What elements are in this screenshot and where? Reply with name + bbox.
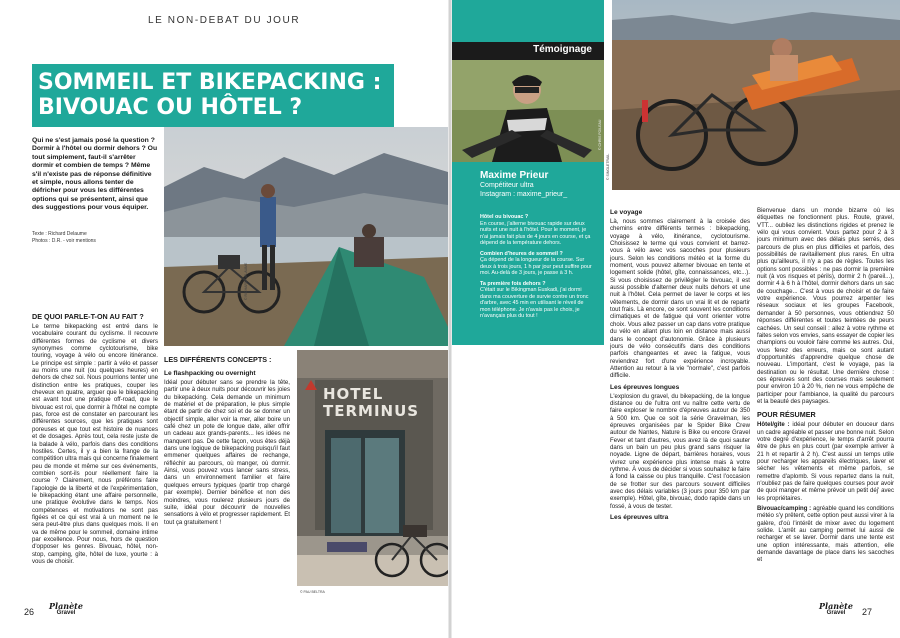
logo-right-line2: Gravel <box>826 610 846 616</box>
hotel-sign: HOTEL TERMINUS <box>323 385 420 420</box>
body-le-voyage: Là, nous sommes clairement à la croisée des chemins entre différents termes : bikepacking, voyage à vélo, itinérance, cyclotourisme. Choisissez le terme qui vous convient et barrez-vous à vélo avec vos sacoches pour plusieurs jours. Selon les conditions météo et la forme du moment, vous pouvez alterner bivouac en tente et logement solide (hôtel, gîte, connaissances, etc...). Si vous choisissez de privilégier le bivouac, il est aussi possible d'alterner deux nuits dehors et une nuit à l'hôtel. Cela permet de laver le corps et les vêtements, de dormir dans un vrai lit et de repartir tout frais. Là encore, ce sont souvent les conditions climatiques et de fatigue qui vont orienter votre choix. Vous allez passer un cap dans votre pratique du vélo en allant plus loin en distance mais aussi dans le concept d'autonomie. Grâce à plusieurs jours de vélo consécutifs dans des conditions parfois changeantes et avec la fatigue, vous reviendrez fort d'une expérience incroyable. Attention au retour à la vie "normale", c'est parfois difficile. <box>610 218 750 380</box>
photo-hotel-terminus <box>297 350 448 586</box>
logo-right-line1: Planète <box>819 602 853 611</box>
byline-photos: Photos : D.R. - voir mentions <box>32 237 96 244</box>
temoignage-qa <box>480 214 592 320</box>
resume-hotel-gite-text: idéal pour débuter en douceur dans un cadre agréable et passer une bonne nuit. Selon votre degré d'expérience, le temps d'arrêt pourra être de plus en plus court (par exemple arriver à 21 h et repartir à 2 h). C'est aussi un temps utile pour recharger les appareils électriques, laver et sécher les vêtements et même parfois, se remettre d'aplomb. Si vous repartez dans la nuit, n'oubliez pas de faire quelques courses pour avoir de quoi manger et même prévoir un petit déj' avec les propriétaires. <box>757 421 894 502</box>
logo-left-line2: Gravel <box>56 610 76 616</box>
kicker: LE NON-DEBAT DU JOUR <box>148 15 301 26</box>
byline-text: Texte : Richard Delaume <box>32 231 87 237</box>
heading-de-quoi-parle-t-on: DE QUOI PARLE-T-ON AU FAIT ? <box>32 312 144 321</box>
heading-epreuves-longues: Les épreuves longues <box>610 383 680 391</box>
byline <box>32 231 158 244</box>
temoignage-a3: C'était sur le Bikingman Euskadi, j'ai dormi dans ma couverture de survie contre un tronc d'arbre, avec 45 min en utilisant le réveil de mon téléphone. Je n'avais pas le choix, je n'avançais plus du tout ! <box>480 287 589 319</box>
resume-hotel-gite-lead: Hôtel/gîte : <box>757 421 790 429</box>
temoignage-role: Compétiteur ultra <box>480 182 534 189</box>
title-line-1: SOMMEIL ET BIKEPACKING : <box>38 70 382 95</box>
temoignage-q3: Ta première fois dehors ? <box>480 280 546 287</box>
resume-bivouac-text: agréable quand les conditions météo s'y prêtent, cette option peut aussi virer à la galère, d'où l'intérêt de mixer avec du logement solide. L'arrêt au camping permet lui aussi de recharger et se laver. Dormir dans une tente est une option intéressante, mais attention, elle demande davantage de place dans les sacoches et <box>757 505 894 564</box>
temoignage-a1: En course, j'alterne bivouac rapide sur deux nuits et une nuit à l'hôtel. Pour le moment, je n'ai jamais fait plus de 4 jours en course, et ça dépend de la température dehors. <box>480 220 591 246</box>
page-number-left: 26 <box>24 607 35 617</box>
credit-photo-3: © SINGLETRAIL <box>606 153 610 180</box>
body-epreuves-ultra-continued: Bienvenue dans un monde bizarre où les étiquettes ne fonctionnent plus. Route, gravel, VTT... oubliez les distinctions rigides et prenez le vélo qui vous convient. Vous partez pour 2 à 3 jours minimum avec des délais plus serrés, des parcours de plus en plus difficiles et parfois, des possibilités de ravitaillement plus rares. En ultra plus qu'ailleurs, il n'y a pas de règles. Toutes les options sont possibles : ne pas dormir la première nuit (à vos risques et périls), dormir 2 h (pareil...), dormir 4 à 6 h à l'hôtel, dormir dehors dans un sac de couchage... C'est à vous de choisir et de faire votre expérience. Vous pourrez arpenter les réseaux sociaux et les groupes Facebook, demander à 50 personnes, vous obtiendrez 50 réponses différentes et toutes teintées de peurs cachées. Un seul conseil : allez à votre rythme et faites selon vos envies, sans essayer de copier les champions ou vouloir faire comme les autres. Oui, vous ferez des erreurs, mais ce sont autant d'opportunités d'apprendre quelque chose de nouveau. L'important, c'est le voyage, pas la destination ou le résultat. Une dernière chose : ces épreuves sont des courses mais seulement pour environ 10 à 20 %, rien ne vous empêche de participer pour l'ambiance, la qualité du parcours et la beauté des paysages. <box>757 207 894 405</box>
intro-text: Qui ne s'est jamais posé la question ? Dormir à l'hôtel ou dormir dehors ? Ou tout simplement, faut-il s'arrêter dormir et combien de temps ? Même s'il n'existe pas de réponse définitive et simple, nous allons tenter de défricher pour vous les différentes options qui se présentent, ainsi que des suggestions pour vous équiper. <box>32 137 158 212</box>
body-epreuves-longues: L'explosion du gravel, du bikepacking, de la longue distance ou de l'ultra ont vu naître cette vertu de faire exploser le nombre d'épreuves autour de 350 à 500 km. Que ce soit la série Gravelman, les épreuves organisées par le Spider Bike Crew autour de Nantes, Nature is Bike ou encore Gravel Fever et tant d'autres, vous avez là de quoi sauter dans un bain un peu plus grand sans risquer la noyade. Ligne de départ, barrières horaires, vous vivrez une expérience plus intense mais à votre rythme. À vous de décider si vous souhaitez le faire à fond la caisse ou plus tranquille. C'est l'occasion de se frotter sur des parcours souvent difficiles avec des délais variables (3 jours pour 350 km par exemple). Hôtel, gîte, bivouac, dodo rapide dans un fossé, à vous de tester. <box>610 392 750 510</box>
temoignage-label: Témoignage <box>533 44 592 55</box>
heading-differents-concepts: LES DIFFÉRENTS CONCEPTS : <box>164 355 272 364</box>
heading-pour-resumer: POUR RÉSUMER <box>757 410 816 420</box>
temoignage-a2: Ça dépend de la longueur de la course. Sur deux à trois jours, 1 h par jour peut suffire pour moi. Au-delà de 3 jours, je passe à 3 h. <box>480 257 592 276</box>
temoignage-q1: Hôtel ou bivouac ? <box>480 214 529 220</box>
title-line-2: BIVOUAC OU HÔTEL ? <box>38 95 303 120</box>
temoignage-box <box>452 0 604 345</box>
temoignage-q2: Combien d'heures de sommeil ? <box>480 250 563 257</box>
photo-cyclist-resting <box>612 0 900 190</box>
subheading-flashpacking: Le flashpacking ou overnight <box>164 370 256 377</box>
page-number-right: 27 <box>862 607 873 617</box>
body-de-quoi-parle-t-on: Le terme bikepacking est entré dans le vocabulaire courant du cyclisme. Il recouvre différentes formes de cyclisme et divers synonymes comme cyclotourisme, bike touring, voyage à vélo ou encore itinérance. Le principe est simple : partir à vélo et passer au moins une nuit (ou quelques heures) en dehors de chez soi. Nous pourrions tenter une distinction entre les pratiques, couper les cheveux en quatre, arguer que le bikepacking est avant tout une pratique off-road, que le bivouac est roi, que dormir à l'hôtel ne compte pas, force est de constater en parcourant les différentes sources, que les pratiques sont poreuses et que tout est histoire de nuances et de dosages. Après tout, cela reste juste de la balade à vélo, parfois dans des conditions hostiles. Certes, il y a bien la frange de la compétition ultra mais qui concerne finalement peu de monde et même sur ces événements, combien sont-ils pour réellement faire la course ? Clairement, nous préférons faire l'apologie de la liberté et de l'expérimentation, le bikepacking étant une affaire personnelle, une pratique évolutive dans le temps. Nos compétences et motivations ne sont pas figées et ce qui est vrai à un moment ne le sera peut-être plus dans quelques mois. Il en va de même pour le sommeil, domaine intime par excellence. Pour nous, hors de question d'opposer les genres. Bivouac, hôtel, non-stop, camping, gîte, hôtel de luxe, yourte : à vous de choisir. <box>32 323 158 565</box>
heading-epreuves-ultra: Les épreuves ultra <box>610 514 669 522</box>
logo-right <box>816 602 856 617</box>
credit-temoignage: © CHRIS FOILEAU <box>598 119 602 150</box>
temoignage-instagram: Instagram : maxime_prieur_ <box>480 191 568 198</box>
resume-bivouac-lead: Bivouac/camping : <box>757 505 812 513</box>
photo-bivouac-tent <box>164 127 448 346</box>
logo-left-line1: Planète <box>49 602 83 611</box>
left-column-1 <box>32 309 158 587</box>
heading-le-voyage: Le voyage <box>610 209 643 216</box>
right-column-1 <box>610 207 750 597</box>
logo-left <box>46 602 86 617</box>
title-banner <box>32 64 394 127</box>
left-column-2 <box>164 352 290 587</box>
temoignage-name: Maxime Prieur <box>480 170 549 181</box>
right-column-2 <box>757 207 894 597</box>
credit-photo-2: © PAU BELTRA <box>300 590 325 594</box>
temoignage-label-bar <box>452 42 604 60</box>
resume-bivouac <box>757 505 894 564</box>
body-flashpacking: Idéal pour débuter sans se prendre la tête, partir une à deux nuits pour découvrir les joies du bikepacking. Cela demande un minimum de matériel et de préparation, le plus simple étant de partir de chez soi et de se donner un objectif simple, aller voir la mer, aller boire un café chez un pote de longue date, aller offrir un cadeau aux grands-parents... les idées ne manquent pas. De cette façon, vous êtes déjà dans une logique de bikepacking puisqu'il faut emmener quelques affaires de rechange, réfléchir au parcours, où manger, où dormir. Ainsi, vous pouvez vous lancer sans stress, dans un environnement familier et faire quelques erreurs typiques (partir trop chargé par exemple). Dernier bénéfice et non des moindres, vous roulerez plusieurs jours de suite, idéal pour découvrir de nouvelles sensations à vélo et progresser rapidement. Et tout ça gratuitement ! <box>164 379 290 526</box>
temoignage-portrait <box>452 60 604 162</box>
resume-hotel-gite <box>757 421 894 502</box>
credit-photo-1: © RICHARD DELAUME <box>244 262 248 300</box>
